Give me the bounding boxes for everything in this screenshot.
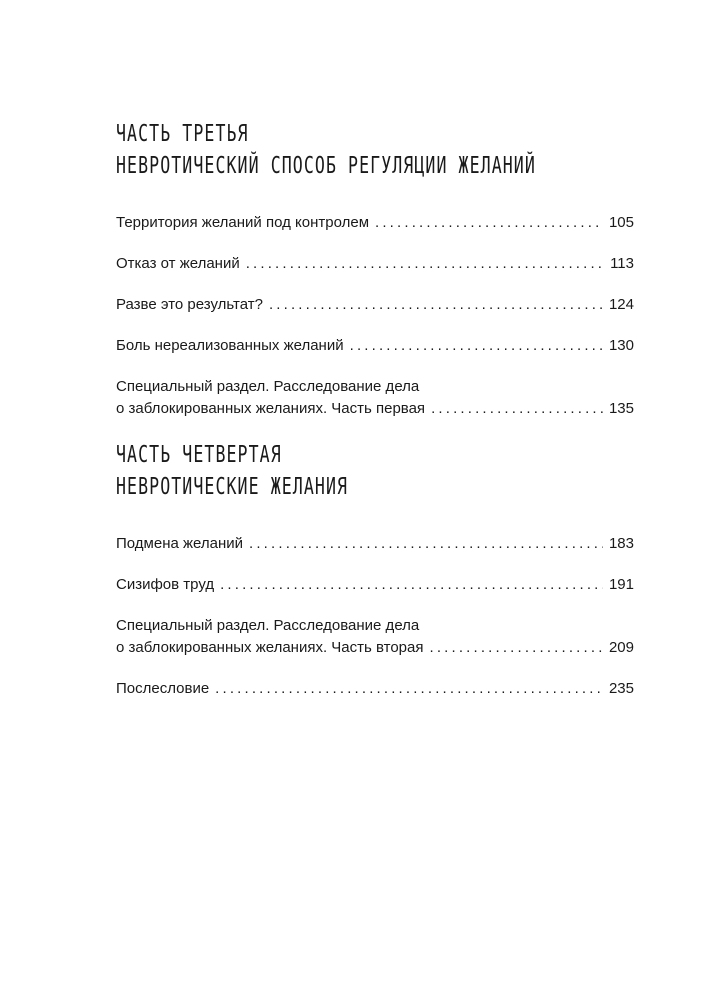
toc-entry-title: Территория желаний под контролем (116, 214, 370, 231)
toc-list (116, 533, 634, 700)
toc-entry[interactable] (116, 574, 634, 596)
dot-leader (429, 637, 602, 659)
toc-entry[interactable] (116, 294, 634, 316)
toc-entry-title: Сизифов труд (116, 576, 215, 593)
toc-entry-page: 105 (608, 214, 634, 231)
toc-entry-page: 135 (608, 400, 634, 417)
dot-leader (375, 212, 603, 234)
toc-entry[interactable] (116, 335, 634, 357)
toc-entry-title: Послесловие (116, 680, 210, 697)
part-four (116, 439, 634, 700)
toc-entry-page: 209 (608, 639, 634, 656)
part-title: НЕВРОТИЧЕСКИЙ СПОСОБ РЕГУЛЯЦИИ ЖЕЛАНИЙ (116, 153, 536, 179)
dot-leader (220, 574, 603, 596)
toc-entry[interactable] (116, 678, 634, 700)
toc-entry-title: Боль нереализованных желаний (116, 337, 344, 354)
toc-entry-page: 124 (608, 296, 634, 313)
part-heading (116, 118, 634, 182)
dot-leader (246, 253, 604, 275)
toc-entry-title: Отказ от желаний (116, 255, 240, 272)
toc-entry-page: 191 (608, 576, 634, 593)
dot-leader (431, 398, 603, 420)
dot-leader (215, 678, 603, 700)
toc-entry-title: Разве это результат? (116, 296, 263, 313)
toc-entry-page: 113 (610, 255, 634, 272)
toc-entry[interactable] (116, 615, 634, 659)
toc-entry[interactable] (116, 253, 634, 275)
toc-entry[interactable] (116, 533, 634, 555)
toc-entry-title: о заблокированных желаниях. Часть вторая (116, 639, 424, 656)
toc-entry-title: Подмена желаний (116, 535, 244, 552)
part-number: ЧАСТЬ ЧЕТВЕРТАЯ (116, 442, 282, 468)
toc-entry-title-line1: Специальный раздел. Расследование дела (116, 617, 420, 634)
toc-entry-title-line1: Специальный раздел. Расследование дела (116, 378, 420, 395)
toc-entry-page: 130 (608, 337, 634, 354)
toc-entry-title: о заблокированных желаниях. Часть первая (116, 400, 426, 417)
dot-leader (350, 335, 603, 357)
toc-entry-page: 183 (608, 535, 634, 552)
table-of-contents (116, 118, 634, 719)
dot-leader (269, 294, 603, 316)
part-heading (116, 439, 634, 503)
part-number: ЧАСТЬ ТРЕТЬЯ (116, 121, 249, 147)
toc-entry-page: 235 (608, 680, 634, 697)
dot-leader (249, 533, 603, 555)
toc-list (116, 212, 634, 420)
part-title: НЕВРОТИЧЕСКИЕ ЖЕЛАНИЯ (116, 474, 349, 500)
toc-entry[interactable] (116, 376, 634, 420)
toc-entry[interactable] (116, 212, 634, 234)
part-three (116, 118, 634, 420)
